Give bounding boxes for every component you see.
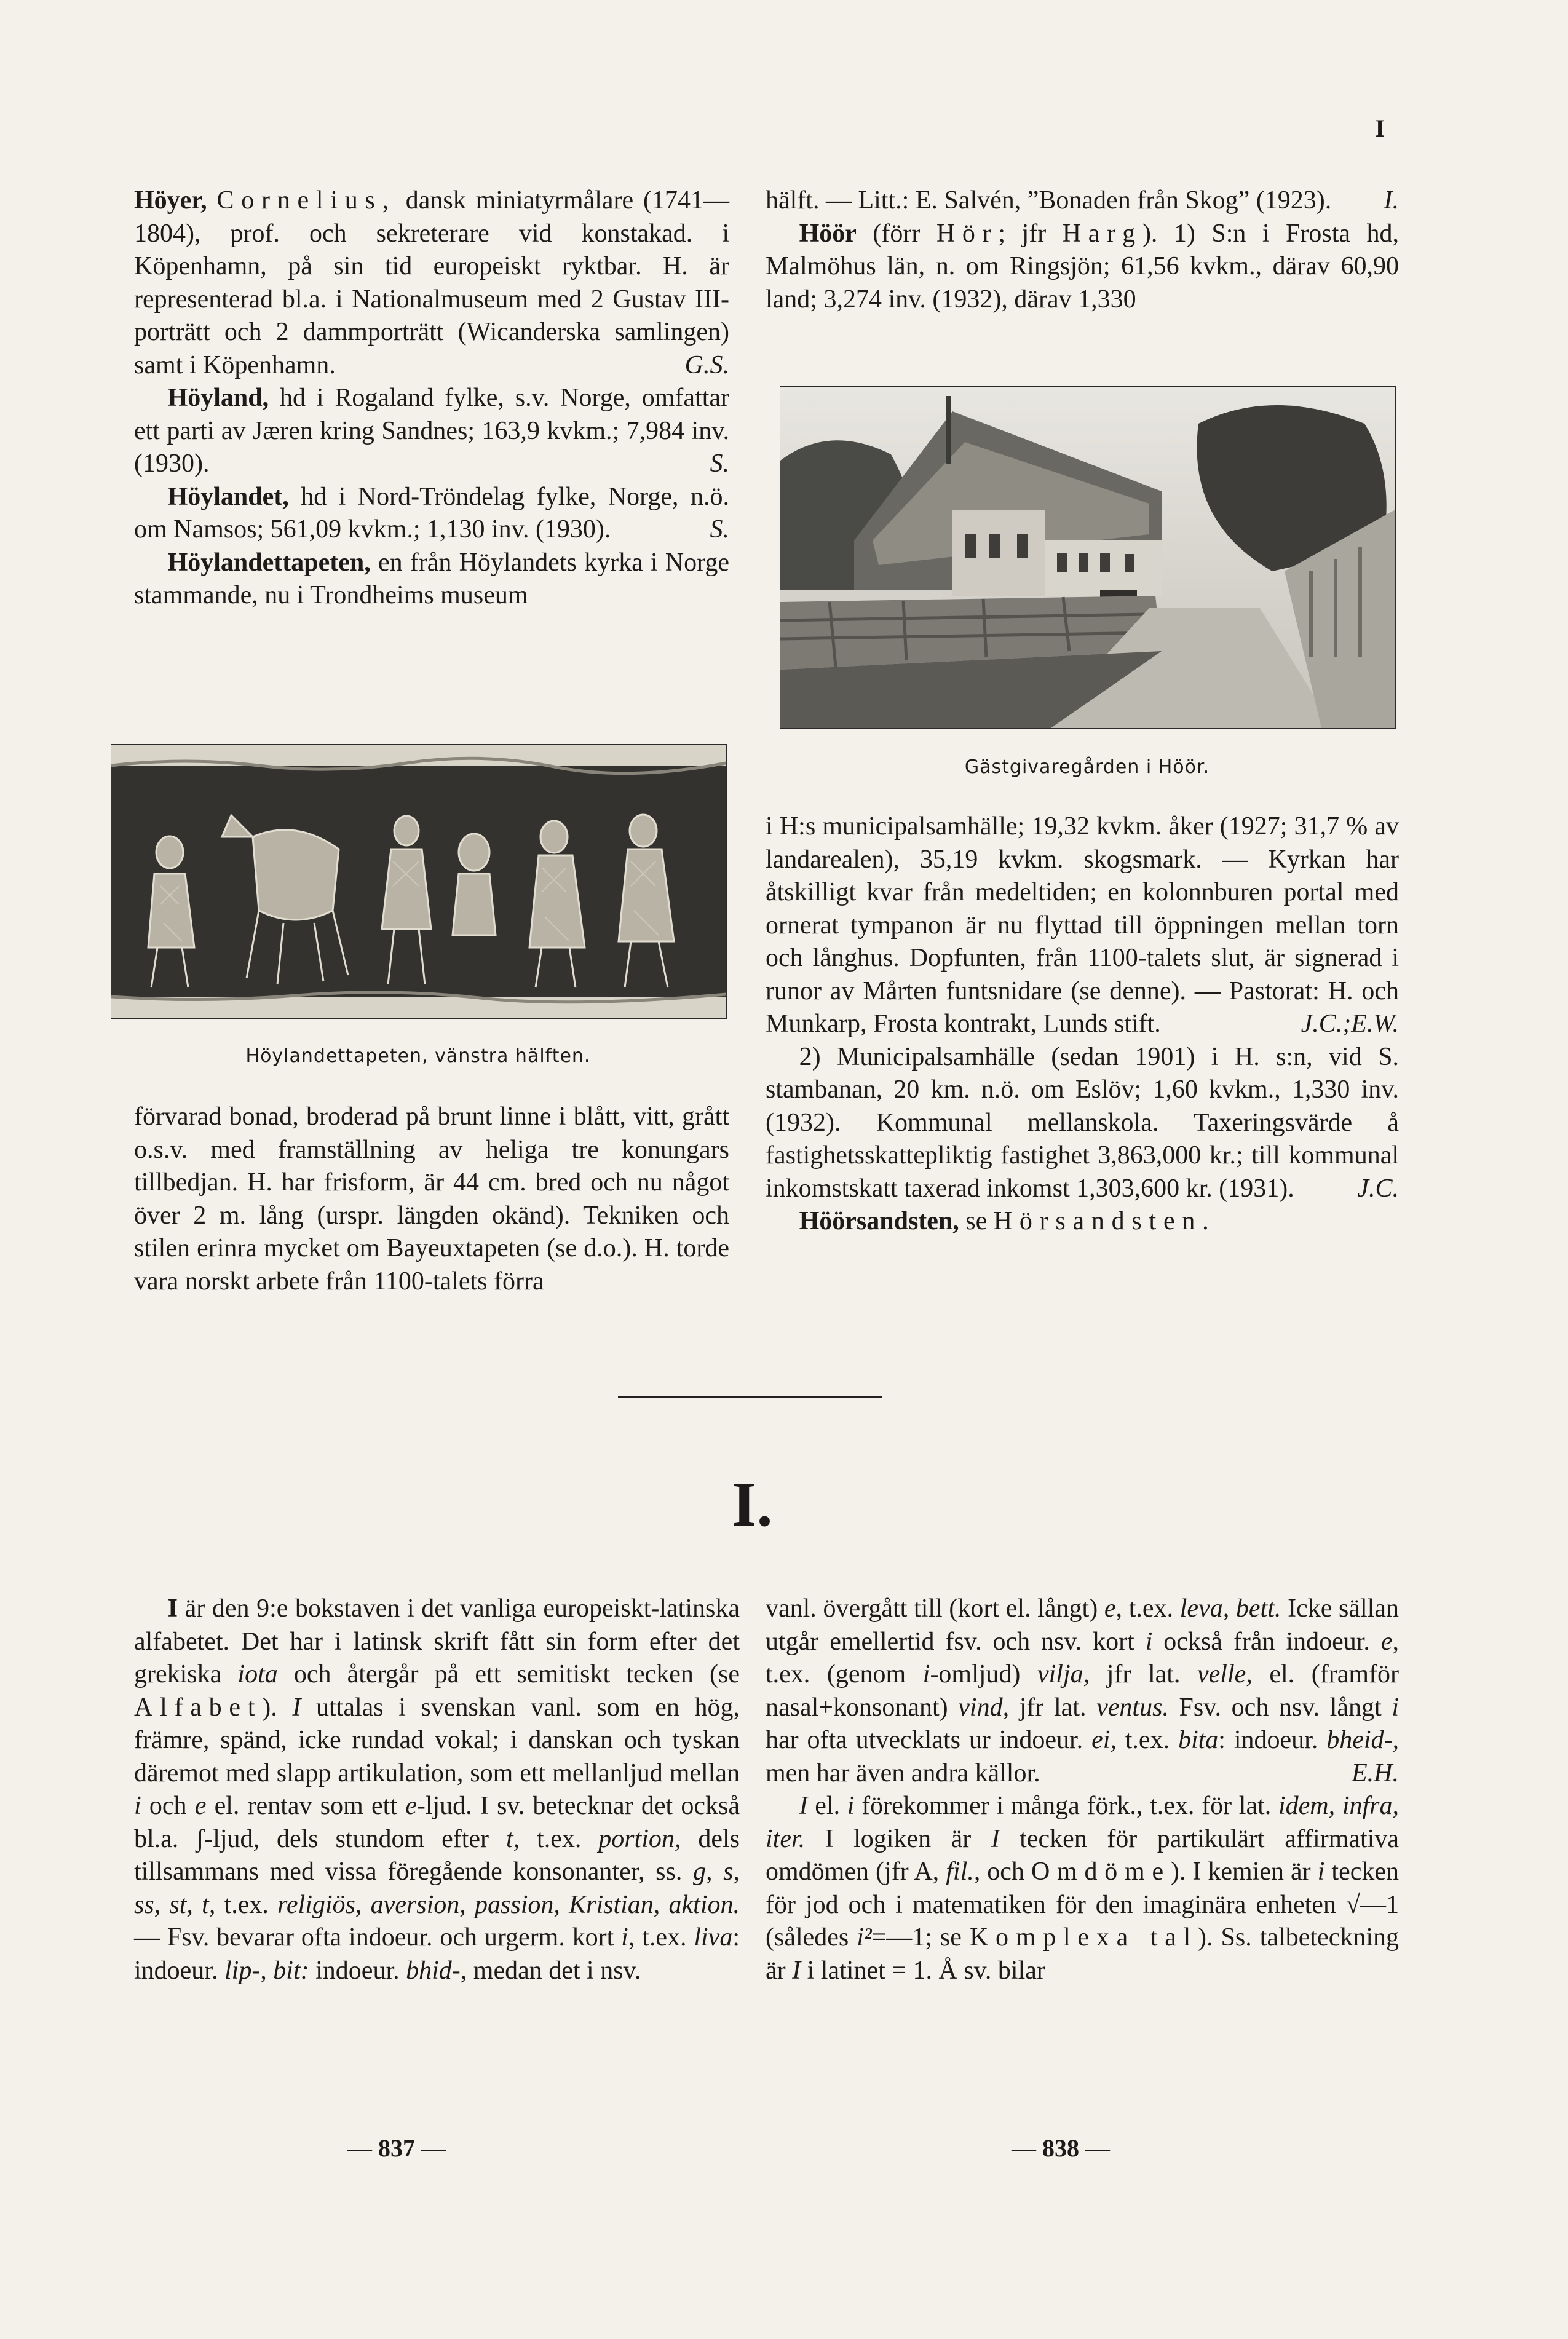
term: e — [1104, 1594, 1116, 1623]
tapestry-image — [111, 744, 727, 1019]
entry-text: Icke sällan utgår emellertid fsv. och nsv. kort — [766, 1594, 1399, 1656]
term: bhid-, — [406, 1956, 467, 1985]
author-signature: S. — [710, 515, 729, 544]
term: lip-, bit: — [224, 1956, 309, 1985]
entry-text: (förr — [856, 219, 936, 248]
entry-text: dansk miniatyrmålare (1741—1804), prof. och sekreterare vid konstakad. i Köpenhamn, på sin tid europeiskt ryktbar. H. är representerad bl.a. i Nationalmuseum med 2 Gustav III-porträtt och 2 dammporträtt (Wicanderska samlingen) samt i Köpenhamn. — [134, 186, 729, 379]
term: i — [922, 1660, 930, 1688]
author-signature: I. — [1384, 186, 1399, 215]
right-column-bottom — [766, 1593, 1399, 1987]
entry-text: — Fsv. bevarar ofta indoeur. och urgerm. kort — [134, 1923, 622, 1952]
photo-caption: Gästgivaregården i Höör. — [964, 756, 1210, 778]
entry-hoyland — [134, 382, 729, 481]
term: e — [194, 1792, 207, 1820]
village-photo — [780, 386, 1396, 729]
term: I — [991, 1824, 1000, 1853]
entry-text: ). 1) S:n i Frosta hd, Malmöhus län, n. om Ringsjön; 61,56 kvkm., därav 60,90 land; 3,274 inv. (1932), därav 1,330 — [766, 219, 1399, 314]
running-head: I — [1375, 114, 1385, 142]
entry-continuation: förvarad bonad, broderad på brunt linne i blått, vitt, grått o.s.v. med framställning av heliga tre konungars tillbedjan. H. har frisform, är 44 cm. bred och nu något över 2 m. lång (urspr. längden okänd). Tekniken och stilen erinra mycket om Bayeuxtapeten (se d.o.). H. torde vara norskt arbete från 1100-talets förra — [134, 1102, 729, 1296]
entry-text: tecken för jod och i matematiken för den imaginära enheten √—1 (således — [766, 1858, 1400, 1952]
entry-text: el. rentav som ett — [206, 1792, 406, 1820]
term: t — [505, 1824, 513, 1853]
entry-text: el. (framför nasal+konsonant) — [766, 1660, 1399, 1722]
entry-text: 2) Municipalsamhälle (sedan 1901) i H. s:n, vid S. stambanan, 20 km. n.ö. om Eslöv; 1,60 kvkm., 1,330 inv. (1932). Kommunal mellanskola. Taxeringsvärde å fastighetsskattepliktig fastighet 3,863,000 kr.; till kommunal inkomstskatt taxerad inkomst 1,303,600 kr. (1931). — [766, 1042, 1399, 1203]
entry-text: : indoeur. — [134, 1923, 740, 1985]
right-column-top — [766, 184, 1399, 316]
term: idem, infra, iter. — [766, 1792, 1400, 1853]
entry-text: , t.ex. — [628, 1923, 694, 1952]
entry-text: . — [1202, 1207, 1209, 1235]
term: religiös, aversion, passion, Kristian, aktion. — [277, 1890, 740, 1919]
cross-reference: Komplexa tal — [969, 1923, 1198, 1952]
entry-text: och — [980, 1858, 1031, 1886]
entry-text: , t.ex. (genom — [766, 1627, 1399, 1688]
left-column-bottom — [134, 1593, 740, 1987]
entry-hoor-municipality — [766, 1041, 1399, 1206]
author-signature: J.C. — [1357, 1174, 1399, 1203]
entry-text: ). Ss. talbeteckning är — [766, 1923, 1399, 1985]
entry-text: dels tillsammans med vissa föregående konsonanter, ss. — [134, 1824, 740, 1886]
entry-text: se — [959, 1207, 994, 1235]
term: i — [1317, 1858, 1325, 1886]
entry-text: hd i Nord-Tröndelag fylke, Norge, n.ö. om Namsos; 561,09 kvkm.; 1,130 inv. (1930). — [134, 482, 729, 544]
term: ei, — [1091, 1726, 1117, 1754]
entry-text: i H:s municipalsamhälle; 19,32 kvkm. åker (1927; 31,7 % av landarealen), 35,19 kvkm. skogsmark. — Kyrkan har åtskilligt kvar från medeltiden; en kolonnburen portal med ornerat tympanon är nu flyttad till öppningen mellan torn och långhus. Dopfunten, från 1100-talets slut, är signerad i runor av Mårten funtsnidare (se denne). — Pastorat: H. och Munkarp, Frosta kontrakt, Lunds stift. — [766, 812, 1399, 1038]
author-signature: G.S. — [684, 350, 729, 379]
entry-text: tecken för partikulärt affirmativa omdömen (jfr A, — [766, 1824, 1399, 1886]
tapestry-caption: Höylandettapeten, vänstra hälften. — [245, 1045, 591, 1067]
term: I — [799, 1792, 808, 1820]
entry-text: el. — [807, 1792, 847, 1820]
entry-text: och återgår på ett semitiskt tecken (se — [277, 1660, 740, 1688]
entry-continuation — [766, 184, 1399, 218]
cross-reference: Hörsandsten — [993, 1207, 1203, 1235]
entry-hoorsandsten — [766, 1205, 1399, 1238]
page-number-right: — 838 — — [1012, 2134, 1110, 2162]
entry-text: , t.ex. — [513, 1824, 599, 1853]
entry-text: t.ex. — [1116, 1726, 1178, 1754]
entry-text: är den 9:e bokstaven i det vanliga europeiskt-latinska alfabetet. Det har i latinsk skrift fått sin form efter det grekiska — [134, 1594, 740, 1688]
entry-i-abbreviations — [766, 1790, 1399, 1987]
entry-text: Fsv. och nsv. långt — [1168, 1693, 1392, 1722]
section-letter: I. — [732, 1469, 773, 1540]
author-signature: E.H. — [1352, 1759, 1399, 1787]
term: i — [1145, 1627, 1153, 1656]
entry-letter-i — [134, 1593, 740, 1987]
entry-text: i latinet = 1. Å sv. bilar — [801, 1956, 1045, 1985]
entry-text: medan det i nsv. — [467, 1956, 641, 1985]
entry-text: , t.ex. — [1115, 1594, 1180, 1623]
term: i — [1392, 1693, 1400, 1722]
entry-hoor — [766, 218, 1399, 317]
entry-text: =—1; se — [871, 1923, 970, 1952]
headword: Höyer, — [134, 186, 207, 215]
spaced-ref: Harg — [1062, 219, 1142, 248]
entry-text: ). — [262, 1693, 293, 1722]
entry-text: ). I kemien är — [1170, 1858, 1318, 1886]
term: portion, — [598, 1824, 681, 1853]
entry-text: vanl. övergått till (kort el. långt) — [766, 1594, 1104, 1623]
term: i — [134, 1792, 141, 1820]
entry-text: uttalas i svenskan vanl. som en hög, främre, spänd, icke rundad vokal; i danskan och tyskan däremot med slapp artikulation, som ett mellanljud mellan — [134, 1693, 740, 1787]
entry-letter-i-continued — [766, 1593, 1399, 1790]
term: e — [1380, 1627, 1393, 1656]
term: liva — [694, 1923, 733, 1952]
entry-text: -ljud. I sv. betecknar det också bl.a. ʃ-ljud, dels stundom efter — [134, 1792, 740, 1853]
entry-text: -omljud) — [930, 1660, 1037, 1688]
spaced-ref: Hör — [936, 219, 999, 248]
author-signature: S. — [710, 449, 729, 478]
term: vind, — [958, 1693, 1010, 1722]
term: i — [847, 1792, 855, 1820]
entry-text: förekommer i många förk., t.ex. för lat. — [854, 1792, 1278, 1820]
entry-hoyer — [134, 184, 729, 382]
headword: Höör — [799, 219, 857, 248]
section-divider — [618, 1396, 882, 1398]
page-number-left: — 837 — — [347, 2134, 446, 2162]
term: I — [792, 1956, 801, 1985]
headword: Höörsandsten, — [799, 1207, 959, 1235]
entry-hoor-continued — [766, 810, 1399, 1041]
entry-hoylandettapeten — [134, 547, 729, 612]
term: vilja, — [1037, 1660, 1090, 1688]
cross-reference: Omdöme — [1031, 1858, 1171, 1886]
term: ventus. — [1096, 1693, 1169, 1722]
entry-text: ; jfr — [998, 219, 1063, 248]
term: g, s, ss, st, t, — [134, 1858, 740, 1919]
entry-text: också från indoeur. — [1152, 1627, 1381, 1656]
entry-text: har ofta utvecklats ur indoeur. — [766, 1726, 1092, 1754]
entry-text: t.ex. — [215, 1890, 278, 1919]
term: bita — [1178, 1726, 1219, 1754]
cross-reference: Alfabet — [134, 1693, 263, 1722]
entry-text: och — [141, 1792, 195, 1820]
entry-text: : indoeur. — [1218, 1726, 1327, 1754]
left-column-top — [134, 184, 729, 612]
entry-text: men har även andra källor. — [766, 1759, 1040, 1787]
term: velle, — [1197, 1660, 1253, 1688]
headword: I — [167, 1594, 178, 1623]
entry-text: indoeur. — [309, 1956, 406, 1985]
term: i — [621, 1923, 628, 1952]
entry-text: I logiken är — [805, 1824, 991, 1853]
term: e — [405, 1792, 417, 1820]
term: fil., — [946, 1858, 981, 1886]
entry-text: en från Höylandets kyrka i Norge stammande, nu i Trondheims museum — [134, 548, 729, 609]
right-column-middle — [766, 810, 1399, 1238]
headword: Höylandet, — [167, 482, 289, 511]
term: I — [292, 1693, 301, 1722]
entry-text: jfr lat. — [1090, 1660, 1198, 1688]
author-signature: J.C.;E.W. — [1301, 1010, 1399, 1038]
term: bheid-, — [1326, 1726, 1399, 1754]
term: leva, bett. — [1179, 1594, 1281, 1623]
headword: Höylandettapeten, — [167, 548, 371, 577]
term: i² — [857, 1923, 872, 1952]
entry-hoylandet — [134, 481, 729, 547]
forename: Cornelius, — [216, 186, 396, 215]
term: iota — [237, 1660, 278, 1688]
entry-text: jfr lat. — [1009, 1693, 1097, 1722]
entry-text: hd i Rogaland fylke, s.v. Norge, omfattar ett parti av Jæren kring Sandnes; 163,9 kvkm.; 7,984 inv. (1930). — [134, 384, 729, 478]
entry-text: hälft. — Litt.: E. Salvén, ”Bonaden från Skog” (1923). — [766, 186, 1332, 215]
left-column-middle — [134, 1101, 729, 1298]
headword: Höyland, — [167, 384, 269, 412]
